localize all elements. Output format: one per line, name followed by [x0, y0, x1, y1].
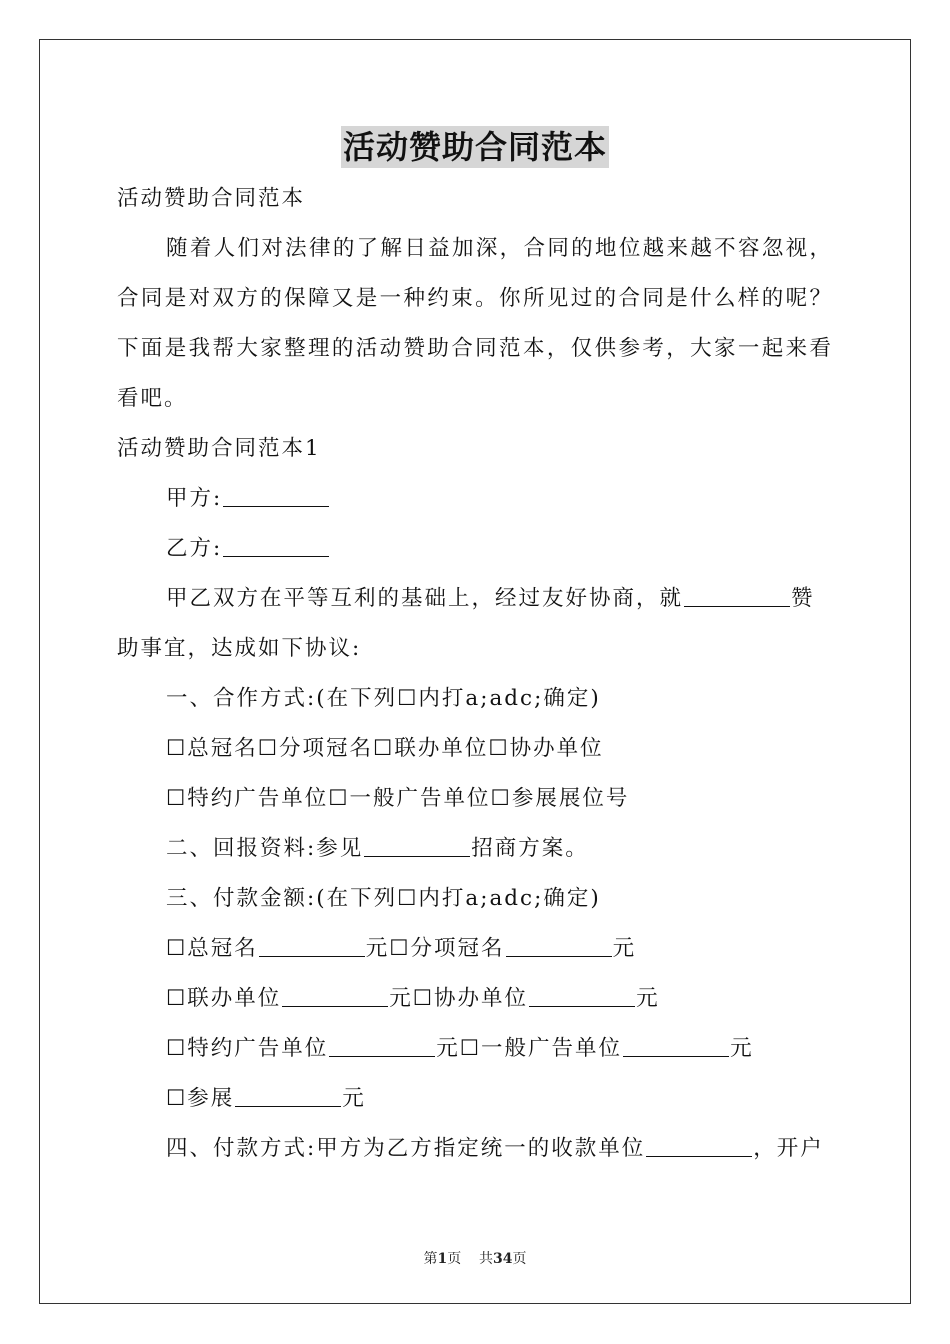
pay-unit: 元 — [612, 936, 637, 961]
blank-field — [506, 936, 612, 957]
pay-row-4 — [166, 1084, 366, 1114]
document-title: 活动赞助合同范本 — [342, 128, 607, 166]
page-number: 1 — [437, 1251, 448, 1267]
pay-row-2 — [166, 984, 660, 1014]
item4-text-tail: ，开户 — [753, 1136, 824, 1161]
blank-field — [223, 486, 329, 507]
pay-label: 元☐一般广告单位 — [436, 1036, 623, 1061]
total-pages: 34 — [493, 1251, 513, 1267]
item4-text: 四、付款方式:甲方为乙方指定统一的收款单位 — [166, 1136, 646, 1161]
blank-field — [259, 936, 365, 957]
page-footer — [0, 1248, 950, 1268]
agreement-line-1 — [166, 584, 815, 614]
pay-unit: 元 — [730, 1036, 754, 1061]
footer-text: 共 — [479, 1251, 494, 1267]
blank-field — [529, 986, 635, 1007]
item2-text-tail: 招商方案。 — [471, 836, 589, 861]
item1-options-2: ☐特约广告单位☐一般广告单位☐参展展位号 — [166, 786, 630, 811]
item2-text: 二、回报资料:参见 — [166, 836, 364, 861]
agreement-text: 甲乙双方在平等互利的基础上，经过友好协商，就 — [166, 586, 684, 611]
agreement-text-tail: 赞 — [791, 586, 815, 611]
blank-field — [235, 1086, 341, 1107]
blank-field — [364, 836, 470, 857]
blank-field — [684, 586, 790, 607]
title-container — [0, 126, 950, 168]
blank-field — [646, 1136, 752, 1157]
footer-text: 页 — [447, 1251, 462, 1267]
item4-line — [166, 1134, 824, 1164]
party-b-label: 乙方: — [166, 536, 223, 561]
pay-label: ☐特约广告单位 — [166, 1036, 329, 1061]
pay-unit: 元 — [636, 986, 660, 1011]
blank-field — [623, 1036, 729, 1057]
agreement-line-2: 助事宜，达成如下协议: — [117, 636, 362, 661]
pay-label: ☐参展 — [166, 1086, 235, 1111]
section-heading: 活动赞助合同范本1 — [117, 436, 321, 461]
blank-field — [282, 986, 388, 1007]
party-a-line — [166, 484, 330, 514]
footer-text: 第 — [423, 1251, 438, 1267]
intro-paragraph: 随着人们对法律的了解日益加深，合同的地位越来越不容忽视，合同是对双方的保障又是一种约束。你所见过的合同是什么样的呢？下面是我帮大家整理的活动赞助合同范本，仅供参考，大家一起来看看吧。 — [117, 236, 833, 411]
item2-line — [166, 834, 589, 864]
pay-unit: 元 — [342, 1086, 366, 1111]
item1-options-1: ☐总冠名☐分项冠名☐联办单位☐协办单位 — [166, 736, 604, 761]
pay-label: 元☐协办单位 — [389, 986, 529, 1011]
pay-row-1 — [166, 934, 636, 964]
blank-field — [223, 536, 329, 557]
pay-label: 元☐分项冠名 — [365, 936, 505, 961]
pay-label: ☐联办单位 — [166, 986, 282, 1011]
party-a-label: 甲方: — [166, 486, 223, 511]
footer-text: 页 — [512, 1251, 527, 1267]
item3-title: 三、付款金额:(在下列☐内打a;adc;确定) — [166, 886, 601, 911]
item1-title: 一、合作方式:(在下列☐内打a;adc;确定) — [166, 686, 601, 711]
pay-row-3 — [166, 1034, 754, 1064]
party-b-line — [166, 534, 330, 564]
blank-field — [329, 1036, 435, 1057]
document-subtitle: 活动赞助合同范本 — [117, 186, 306, 211]
pay-label: ☐总冠名 — [166, 936, 258, 961]
